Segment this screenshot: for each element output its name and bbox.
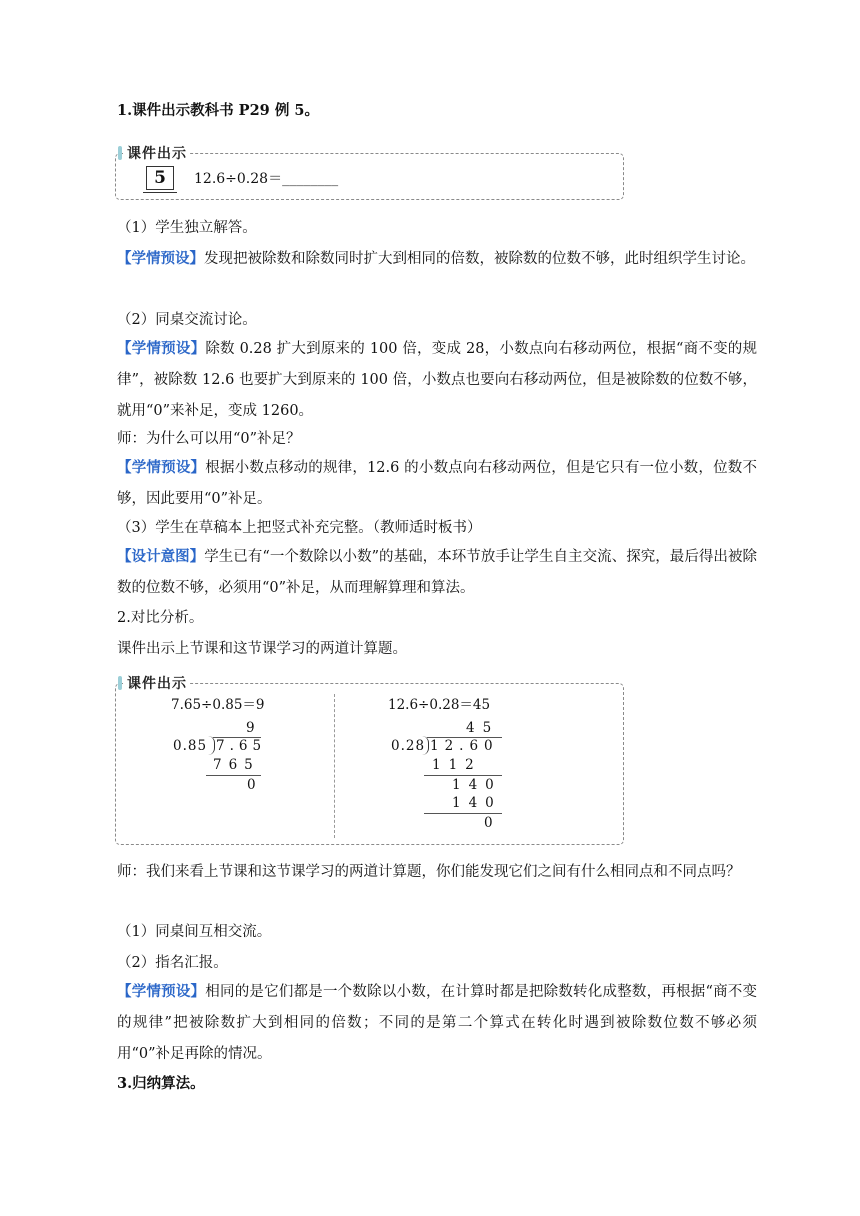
paragraph-preset-4 <box>117 976 757 1070</box>
left-remainder: 0 <box>247 777 256 793</box>
courseware-box-1 <box>115 146 624 200</box>
paragraph-preset-3 <box>117 452 757 515</box>
teacher-discussion: 师：我们来看上节课和这节课学习的两道计算题，你们能发现它们之间有什么相同点和不同点吗？ <box>117 864 741 880</box>
paragraph-design-intent <box>117 541 757 604</box>
courseware-intro: 课件出示上节课和这节课学习的两道计算题。 <box>117 641 407 657</box>
preset-text: 发现把被除数和除数同时扩大到相同的倍数，被除数的位数不够，此时组织学生讨论。 <box>204 251 755 267</box>
right-step-3: 140 <box>452 795 502 811</box>
section-heading-3: 3.归纳算法。 <box>117 1075 205 1092</box>
section-heading-2: 2.对比分析。 <box>117 610 204 626</box>
preset-tag: 【学情预设】 <box>117 340 206 357</box>
right-step-1: 112 <box>432 757 482 773</box>
preset-tag: 【学情预设】 <box>117 250 204 267</box>
box-label: 课件出示 <box>124 673 190 693</box>
section-heading-1: 1.课件出示教科书 P29 例 5。 <box>117 102 319 119</box>
preset-text: 根据小数点移动的规律，12.6 的小数点向右移动两位，但是它只有一位小数，位数不够，因此要用“0”补足。 <box>117 460 757 507</box>
preset-tag: 【学情预设】 <box>117 459 206 476</box>
right-step-2: 140 <box>452 777 502 793</box>
step-2-text: （2）同桌交流讨论。 <box>117 312 257 328</box>
right-equation: 12.6÷0.28＝45 <box>388 697 491 713</box>
step-1-exchange: （1）同桌间互相交流。 <box>117 924 272 940</box>
left-equation: 7.65÷0.85＝9 <box>171 697 265 713</box>
example-number-badge: 5 <box>146 166 174 190</box>
bracket-curve-right <box>422 736 429 755</box>
step-3-text: （3）学生在草稿本上把竖式补充完整。（教师适时板书） <box>117 520 482 536</box>
box-label: 课件出示 <box>124 143 190 163</box>
design-text: 学生已有“一个数除以小数”的基础，本环节放手让学生自主交流、探究，最后得出被除数的位数不够，必须用“0”补足，从而理解算理和算法。 <box>117 549 758 596</box>
right-quotient: 45 <box>466 720 500 736</box>
left-dividend: 7.65 <box>216 738 267 754</box>
left-product: 765 <box>213 757 260 773</box>
courseware-box-2 <box>115 676 624 845</box>
teacher-question: 师：为什么可以用“0”补足？ <box>117 431 301 447</box>
right-divisor: 0.28 <box>391 738 426 754</box>
bracket-curve-left <box>208 736 215 755</box>
left-divisor: 0.85 <box>173 738 208 754</box>
column-divider <box>334 694 335 838</box>
step-2-report: （2）指名汇报。 <box>117 955 228 971</box>
right-remainder: 0 <box>484 815 493 831</box>
preset-tag: 【学情预设】 <box>117 983 206 1000</box>
step-1-text: （1）学生独立解答。 <box>117 220 257 236</box>
design-tag: 【设计意图】 <box>117 548 205 565</box>
preset-text: 除数 0.28 扩大到原来的 100 倍，变成 28，小数点向右移动两位，根据“商不变的规律”，被除数 12.6 也要扩大到原来的 100 倍，小数点也要向右移动两位，但是被除数的位数不够，就用“0”来补足，变成 1260。 <box>117 341 758 419</box>
paragraph-preset-2 <box>117 333 757 427</box>
left-quotient: 9 <box>246 720 255 736</box>
paragraph-preset-1 <box>117 243 757 275</box>
preset-text: 相同的是它们都是一个数除以小数，在计算时都是把除数转化成整数，再根据“商不变的规律”把被除数扩大到相同的倍数；不同的是第二个算式在转化时遇到被除数位数不够必须用“0”补足再除的情况。 <box>117 984 758 1062</box>
right-dividend: 12.60 <box>430 738 499 754</box>
example-expression: 12.6÷0.28＝________ <box>194 171 339 187</box>
